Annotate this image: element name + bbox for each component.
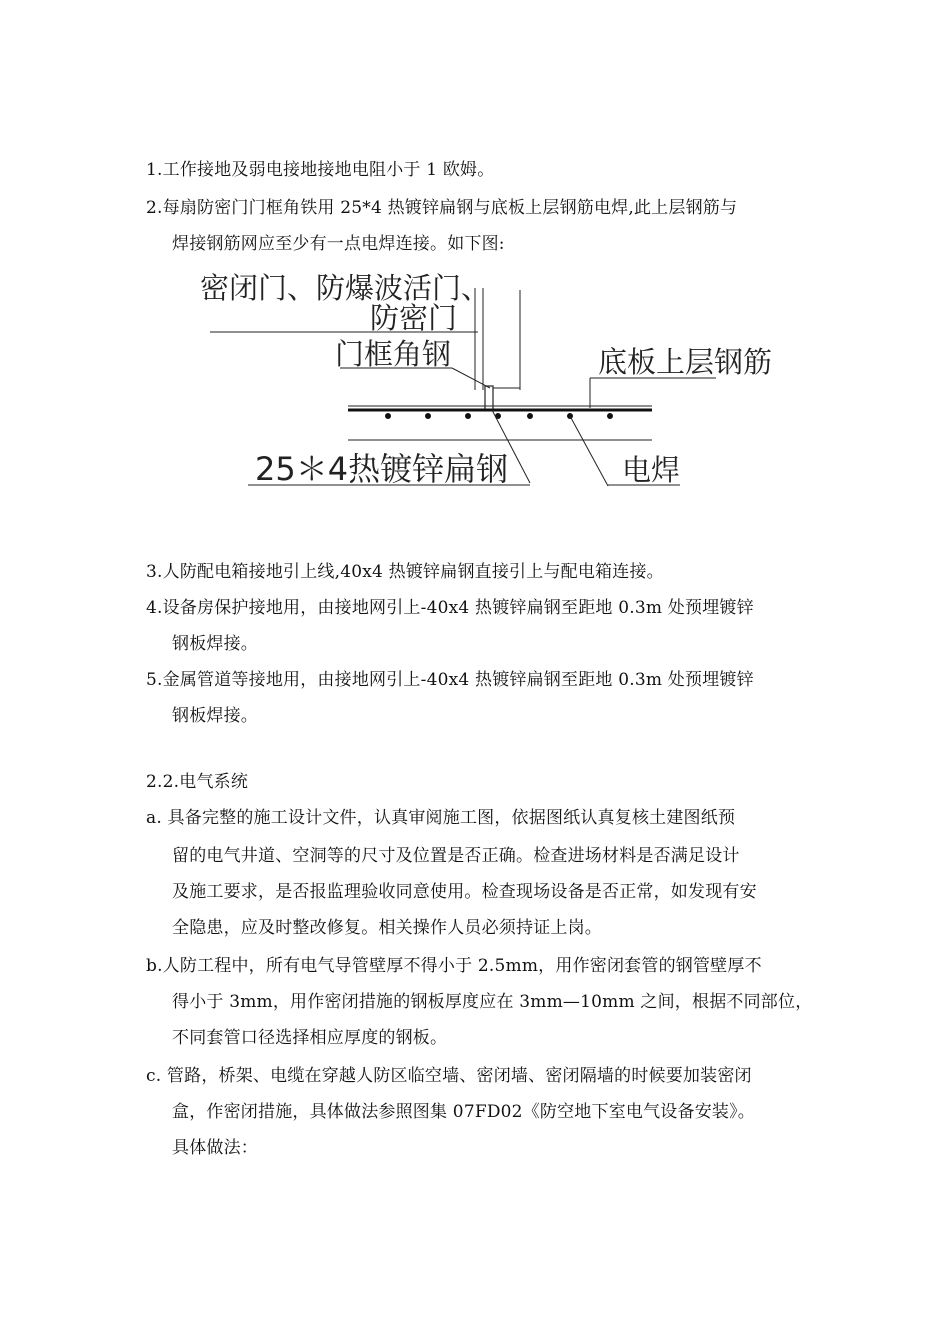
section-line-b: b.人防工程中，所有电气导管壁厚不得小于 2.5mm，用作密闭套管的钢管壁厚不: [146, 956, 762, 976]
label-rebar: 底板上层钢筋: [598, 345, 773, 379]
grounding-diagram-svg: [180, 268, 800, 498]
section-line: 盒，作密闭措施，具体做法参照图集 07FD02《防空地下室电气设备安装》。: [172, 1102, 755, 1122]
list-item-2-continued: 焊接钢筋网应至少有一点电焊连接。如下图:: [172, 234, 505, 254]
rebar-dot: [607, 413, 613, 419]
section-line: 留的电气井道、空洞等的尺寸及位置是否正确。检查进场材料是否满足设计: [172, 846, 740, 866]
label-door-types-2: 防密门: [370, 301, 458, 335]
section-line: 全隐患，应及时整改修复。相关操作人员必须持证上岗。: [172, 918, 602, 938]
list-item-4: 4.设备房保护接地用，由接地网引上-40x4 热镀锌扁钢至距地 0.3m 处预埋镀锌: [146, 598, 754, 618]
list-item-3: 3.人防配电箱接地引上线,40x4 热镀锌扁钢直接引上与配电箱连接。: [146, 562, 664, 582]
label-frame-angle: 门框角钢: [335, 337, 452, 371]
section-line: 具体做法：: [172, 1138, 258, 1158]
section-line-a: a. 具备完整的施工设计文件，认真审阅施工图，依据图纸认真复核土建图纸预: [146, 808, 736, 828]
grounding-diagram: [180, 268, 800, 498]
list-item-5: 5.金属管道等接地用，由接地网引上-40x4 热镀锌扁钢至距地 0.3m 处预埋镀锌: [146, 670, 754, 690]
section-line: 不同套管口径选择相应厚度的钢板。: [172, 1028, 448, 1048]
rebar-dot: [425, 413, 431, 419]
list-item-1: 1.工作接地及弱电接地接地电阻小于 1 欧姆。: [146, 160, 495, 180]
weld-leader: [570, 416, 608, 486]
label-door-types: 密闭门、防爆波活门、: [200, 271, 491, 305]
list-item-2: 2.每扇防密门门框角铁用 25*4 热镀锌扁钢与底板上层钢筋电焊,此上层钢筋与: [146, 198, 738, 218]
label-flat-steel: 25＊4热镀锌扁钢: [255, 450, 509, 488]
rebar-dot: [465, 413, 471, 419]
section-line-c: c. 管路，桥架、电缆在穿越人防区临空墙、密闭墙、密闭隔墙的时候要加装密闭: [146, 1066, 752, 1086]
rebar-dot: [385, 413, 391, 419]
rebar-dot: [527, 413, 533, 419]
section-line: 得小于 3mm，用作密闭措施的钢板厚度应在 3mm—10mm 之间，根据不同部位，: [172, 992, 813, 1012]
frame-leader: [452, 368, 490, 388]
section-heading: 2.2.电气系统: [146, 772, 249, 792]
label-weld: 电焊: [622, 453, 681, 487]
list-item-4-continued: 钢板焊接。: [172, 634, 258, 654]
section-line: 及施工要求，是否报监理验收同意使用。检查现场设备是否正常，如发现有安: [172, 882, 757, 902]
list-item-5-continued: 钢板焊接。: [172, 706, 258, 726]
